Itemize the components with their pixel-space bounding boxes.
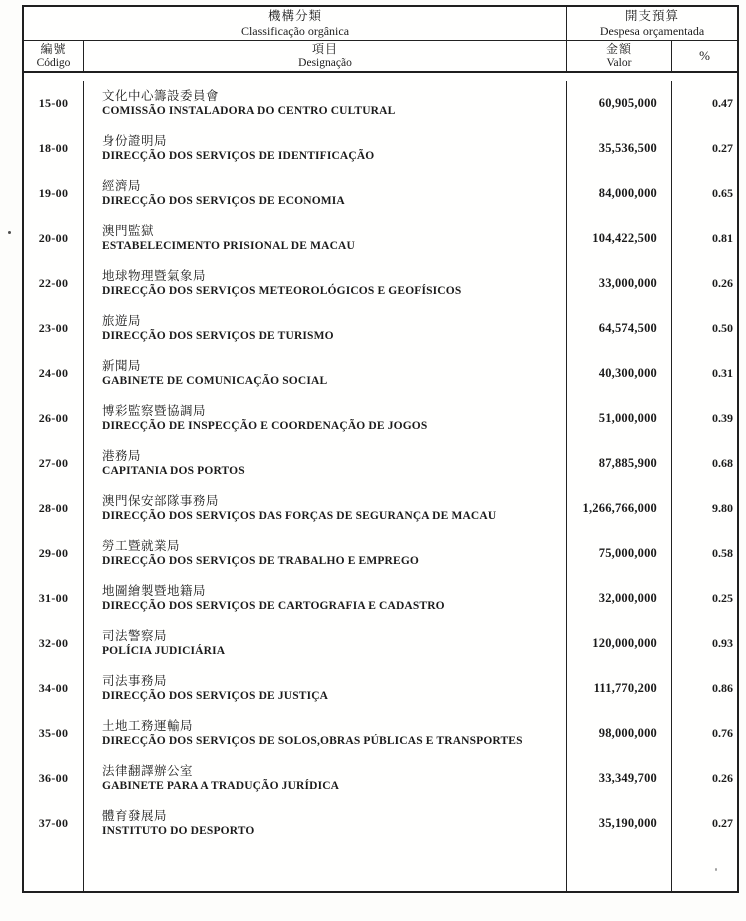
org-name-zh: 土地工務運輸局 [102, 718, 194, 733]
row-code: 36-00 [24, 756, 84, 801]
scan-speck [8, 231, 11, 234]
column-header-designation [84, 41, 567, 71]
row-code: 20-00 [24, 216, 84, 261]
table-column-header-row [24, 41, 737, 73]
row-code: 18-00 [24, 126, 84, 171]
row-designation [84, 396, 567, 441]
row-percent: 0.27 [712, 816, 733, 830]
table-row [24, 261, 737, 306]
org-name-zh: 澳門監獄 [102, 223, 155, 238]
row-designation [84, 171, 567, 216]
org-name-zh: 司法事務局 [102, 673, 168, 688]
filler-code-cell [24, 846, 84, 891]
row-amount: 35,536,500 [567, 126, 672, 171]
row-amount: 51,000,000 [567, 396, 672, 441]
org-name-zh: 經濟局 [102, 178, 142, 193]
row-designation [84, 261, 567, 306]
row-code: 27-00 [24, 441, 84, 486]
row-designation [84, 81, 567, 126]
org-name-pt: DIRECÇÃO DOS SERVIÇOS DAS FORÇAS DE SEGURANÇA DE MACAU [102, 509, 497, 522]
header-organic-classification [24, 7, 567, 40]
header-budgeted-expense-zh: 開支預算 [624, 8, 679, 23]
row-percent: 0.26 [712, 771, 733, 785]
row-percent: 0.50 [712, 321, 733, 335]
row-code: 28-00 [24, 486, 84, 531]
table-row [24, 396, 737, 441]
row-designation [84, 486, 567, 531]
org-name-zh: 港務局 [102, 448, 142, 463]
row-code: 22-00 [24, 261, 84, 306]
table-row [24, 711, 737, 756]
row-amount: 111,770,200 [567, 666, 672, 711]
table-row [24, 126, 737, 171]
org-name-pt: CAPITANIA DOS PORTOS [102, 464, 245, 477]
row-designation [84, 216, 567, 261]
row-designation [84, 666, 567, 711]
row-designation [84, 711, 567, 756]
table-row [24, 171, 737, 216]
row-code: 31-00 [24, 576, 84, 621]
table-row [24, 576, 737, 621]
org-name-pt: DIRECÇÃO DOS SERVIÇOS DE CARTOGRAFIA E CADASTRO [102, 599, 445, 612]
row-designation [84, 126, 567, 171]
org-name-zh: 司法警察局 [102, 628, 168, 643]
column-header-amount-pt: Valor [606, 57, 632, 69]
column-header-code [24, 41, 84, 71]
row-designation [84, 531, 567, 576]
table-row [24, 306, 737, 351]
row-amount: 33,000,000 [567, 261, 672, 306]
org-name-pt: DIRECÇÃO DOS SERVIÇOS DE SOLOS,OBRAS PÚBLICAS E TRANSPORTES [102, 734, 523, 747]
column-header-designation-pt: Designação [298, 57, 352, 69]
percent-symbol: % [699, 48, 710, 63]
org-name-pt: GABINETE PARA A TRADUÇÃO JURÍDICA [102, 779, 340, 792]
column-header-code-pt: Código [36, 57, 71, 69]
row-code: 37-00 [24, 801, 84, 846]
table-header-group-row [24, 7, 737, 41]
filler-designation-cell [84, 846, 567, 891]
row-percent: 0.39 [712, 411, 733, 425]
row-code: 26-00 [24, 396, 84, 441]
row-percent: 0.25 [712, 591, 733, 605]
row-amount: 87,885,900 [567, 441, 672, 486]
table-row [24, 351, 737, 396]
column-header-percent [672, 41, 737, 71]
row-amount: 1,266,766,000 [567, 486, 672, 531]
table-row [24, 73, 737, 126]
org-name-pt: COMISSÃO INSTALADORA DO CENTRO CULTURAL [102, 104, 396, 117]
header-budgeted-expense [567, 7, 737, 40]
org-name-zh: 澳門保安部隊事務局 [102, 493, 220, 508]
row-percent: 0.93 [712, 636, 733, 650]
column-header-amount [567, 41, 672, 71]
header-organic-classification-pt: Classificação orgânica [240, 23, 350, 38]
row-code: 34-00 [24, 666, 84, 711]
table-body [24, 73, 737, 891]
row-percent: 0.27 [712, 141, 733, 155]
org-name-pt: DIRECÇÃO DOS SERVIÇOS DE JUSTIÇA [102, 689, 329, 702]
budget-table [22, 5, 739, 893]
table-row [24, 756, 737, 801]
row-percent: 0.76 [712, 726, 733, 740]
row-percent: 0.47 [712, 96, 733, 110]
row-designation [84, 306, 567, 351]
row-amount: 60,905,000 [567, 81, 672, 126]
row-designation [84, 351, 567, 396]
org-name-pt: ESTABELECIMENTO PRISIONAL DE MACAU [102, 239, 355, 252]
table-row [24, 486, 737, 531]
org-name-pt: DIRECÇÃO DOS SERVIÇOS DE ECONOMIA [102, 194, 345, 207]
org-name-pt: INSTITUTO DO DESPORTO [102, 824, 255, 837]
column-header-designation-zh: 項目 [311, 42, 338, 56]
org-name-zh: 新聞局 [102, 358, 142, 373]
org-name-pt: DIRECÇÃO DOS SERVIÇOS DE TRABALHO E EMPREGO [102, 554, 420, 567]
filler-amount-cell [567, 846, 672, 891]
org-name-pt: DIRECÇÃO DE INSPECÇÃO E COORDENAÇÃO DE JOGOS [102, 419, 428, 432]
row-designation [84, 621, 567, 666]
row-amount: 75,000,000 [567, 531, 672, 576]
org-name-zh: 勞工暨就業局 [102, 538, 181, 553]
row-designation [84, 756, 567, 801]
row-code: 32-00 [24, 621, 84, 666]
org-name-pt: DIRECÇÃO DOS SERVIÇOS DE IDENTIFICAÇÃO [102, 149, 375, 162]
org-name-zh: 身份證明局 [102, 133, 168, 148]
table-row [24, 531, 737, 576]
row-amount: 35,190,000 [567, 801, 672, 846]
row-percent: 0.31 [712, 366, 733, 380]
row-code: 29-00 [24, 531, 84, 576]
org-name-zh: 體育發展局 [102, 808, 168, 823]
row-percent: 0.68 [712, 456, 733, 470]
header-organic-classification-zh: 機構分類 [267, 8, 322, 23]
row-code: 19-00 [24, 171, 84, 216]
row-designation [84, 576, 567, 621]
row-code: 24-00 [24, 351, 84, 396]
row-percent: 9.80 [712, 501, 733, 515]
row-code: 15-00 [24, 81, 84, 126]
row-designation [84, 441, 567, 486]
row-percent: 0.86 [712, 681, 733, 695]
filler-percent-cell [672, 846, 737, 891]
table-row [24, 216, 737, 261]
org-name-zh: 文化中心籌設委員會 [102, 88, 220, 103]
row-amount: 33,349,700 [567, 756, 672, 801]
column-header-code-zh: 編號 [40, 42, 67, 56]
row-amount: 104,422,500 [567, 216, 672, 261]
row-designation [84, 801, 567, 846]
row-percent: 0.81 [712, 231, 733, 245]
row-code: 35-00 [24, 711, 84, 756]
org-name-zh: 博彩監察暨協調局 [102, 403, 207, 418]
scan-speck [715, 868, 717, 871]
row-amount: 64,574,500 [567, 306, 672, 351]
row-amount: 40,300,000 [567, 351, 672, 396]
table-row [24, 441, 737, 486]
row-percent: 0.58 [712, 546, 733, 560]
row-amount: 98,000,000 [567, 711, 672, 756]
header-budgeted-expense-pt: Despesa orçamentada [599, 23, 705, 38]
org-name-pt: GABINETE DE COMUNICAÇÃO SOCIAL [102, 374, 328, 387]
row-percent: 0.65 [712, 186, 733, 200]
org-name-zh: 法律翻譯辦公室 [102, 763, 194, 778]
org-name-zh: 地圖繪製暨地籍局 [102, 583, 207, 598]
org-name-pt: DIRECÇÃO DOS SERVIÇOS METEOROLÓGICOS E GEOFÍSICOS [102, 284, 462, 297]
table-row [24, 621, 737, 666]
table-row [24, 666, 737, 711]
row-percent: 0.26 [712, 276, 733, 290]
org-name-zh: 旅遊局 [102, 313, 142, 328]
row-amount: 84,000,000 [567, 171, 672, 216]
table-row [24, 801, 737, 846]
org-name-pt: POLÍCIA JUDICIÁRIA [102, 644, 226, 657]
org-name-zh: 地球物理暨氣象局 [102, 268, 207, 283]
row-amount: 120,000,000 [567, 621, 672, 666]
org-name-pt: DIRECÇÃO DOS SERVIÇOS DE TURISMO [102, 329, 334, 342]
column-header-amount-zh: 金額 [605, 42, 632, 56]
row-amount: 32,000,000 [567, 576, 672, 621]
row-code: 23-00 [24, 306, 84, 351]
table-filler-row [24, 846, 737, 891]
